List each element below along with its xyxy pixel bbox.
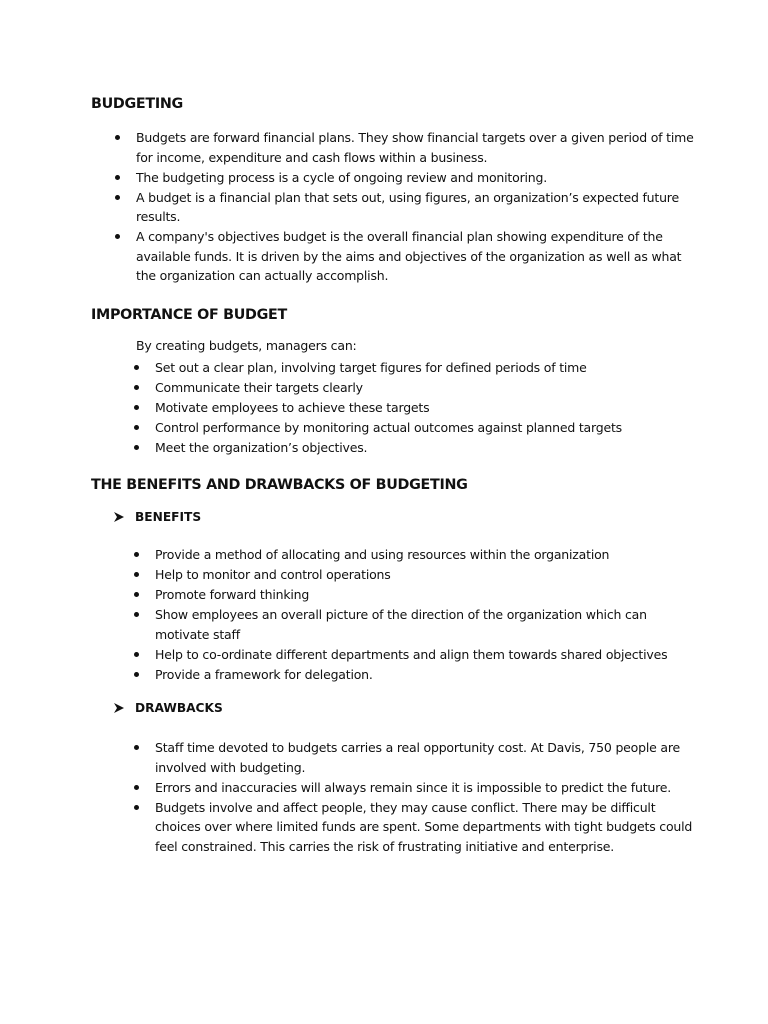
list-item: Set out a clear plan, involving target figures for defined periods of time — [155, 358, 695, 378]
bullet-icon — [134, 612, 139, 617]
importance-intro: By creating budgets, managers can: — [136, 338, 357, 353]
list-item: Help to co-ordinate different departments and align them towards shared objectives — [155, 645, 695, 665]
list-item: Budgets involve and affect people, they may cause conflict. There may be difficult choices over where limited funds are spent. Some departments with tight budgets could feel constrained. This carries the risk of frustrating initiative and enterprise. — [155, 798, 695, 857]
sub-heading-benefits: BENEFITS — [113, 510, 201, 524]
list-item: Budgets are forward financial plans. They show financial targets over a given period of time for income, expenditure and cash flows within a business. — [136, 128, 696, 167]
bullet-icon — [115, 175, 120, 180]
drawbacks-list — [155, 738, 695, 857]
list-item: Meet the organization’s objectives. — [155, 438, 695, 458]
heading-budgeting: BUDGETING — [91, 96, 183, 112]
list-item: Provide a framework for delegation. — [155, 665, 695, 685]
arrow-right-icon — [113, 511, 125, 523]
bullet-icon — [134, 785, 139, 790]
bullet-icon — [134, 572, 139, 577]
list-item: A company's objectives budget is the overall financial plan showing expenditure of the available funds. It is driven by the aims and objectives of the organization as well as what the organization can actually accomplish. — [136, 227, 696, 286]
bullet-icon — [134, 805, 139, 810]
list-item: Help to monitor and control operations — [155, 565, 695, 585]
list-item: Staff time devoted to budgets carries a real opportunity cost. At Davis, 750 people are involved with budgeting. — [155, 738, 695, 777]
bullet-icon — [134, 405, 139, 410]
bullet-icon — [134, 672, 139, 677]
bullet-icon — [134, 365, 139, 370]
bullet-icon — [134, 425, 139, 430]
heading-benefits-drawbacks: THE BENEFITS AND DRAWBACKS OF BUDGETING — [91, 477, 468, 493]
bullet-icon — [134, 745, 139, 750]
bullet-icon — [115, 195, 120, 200]
list-item: The budgeting process is a cycle of ongoing review and monitoring. — [136, 168, 696, 188]
bullet-icon — [134, 385, 139, 390]
bullet-icon — [134, 552, 139, 557]
arrow-right-icon — [113, 702, 125, 714]
list-item: Promote forward thinking — [155, 585, 695, 605]
list-item: Provide a method of allocating and using resources within the organization — [155, 545, 695, 565]
list-item: Control performance by monitoring actual outcomes against planned targets — [155, 418, 695, 438]
list-item: Motivate employees to achieve these targets — [155, 398, 695, 418]
bullet-icon — [134, 652, 139, 657]
bullet-icon — [115, 234, 120, 239]
bullet-icon — [134, 592, 139, 597]
list-item: Errors and inaccuracies will always remain since it is impossible to predict the future. — [155, 778, 695, 798]
list-item: Communicate their targets clearly — [155, 378, 695, 398]
bullet-icon — [115, 135, 120, 140]
benefits-list — [155, 545, 695, 685]
list-item: Show employees an overall picture of the direction of the organization which can motivate staff — [155, 605, 695, 644]
budgeting-list — [136, 128, 696, 286]
heading-importance: IMPORTANCE OF BUDGET — [91, 307, 287, 323]
importance-list — [155, 358, 695, 458]
bullet-icon — [134, 445, 139, 450]
sub-heading-drawbacks: DRAWBACKS — [113, 701, 223, 715]
list-item: A budget is a financial plan that sets out, using figures, an organization’s expected future results. — [136, 188, 696, 227]
